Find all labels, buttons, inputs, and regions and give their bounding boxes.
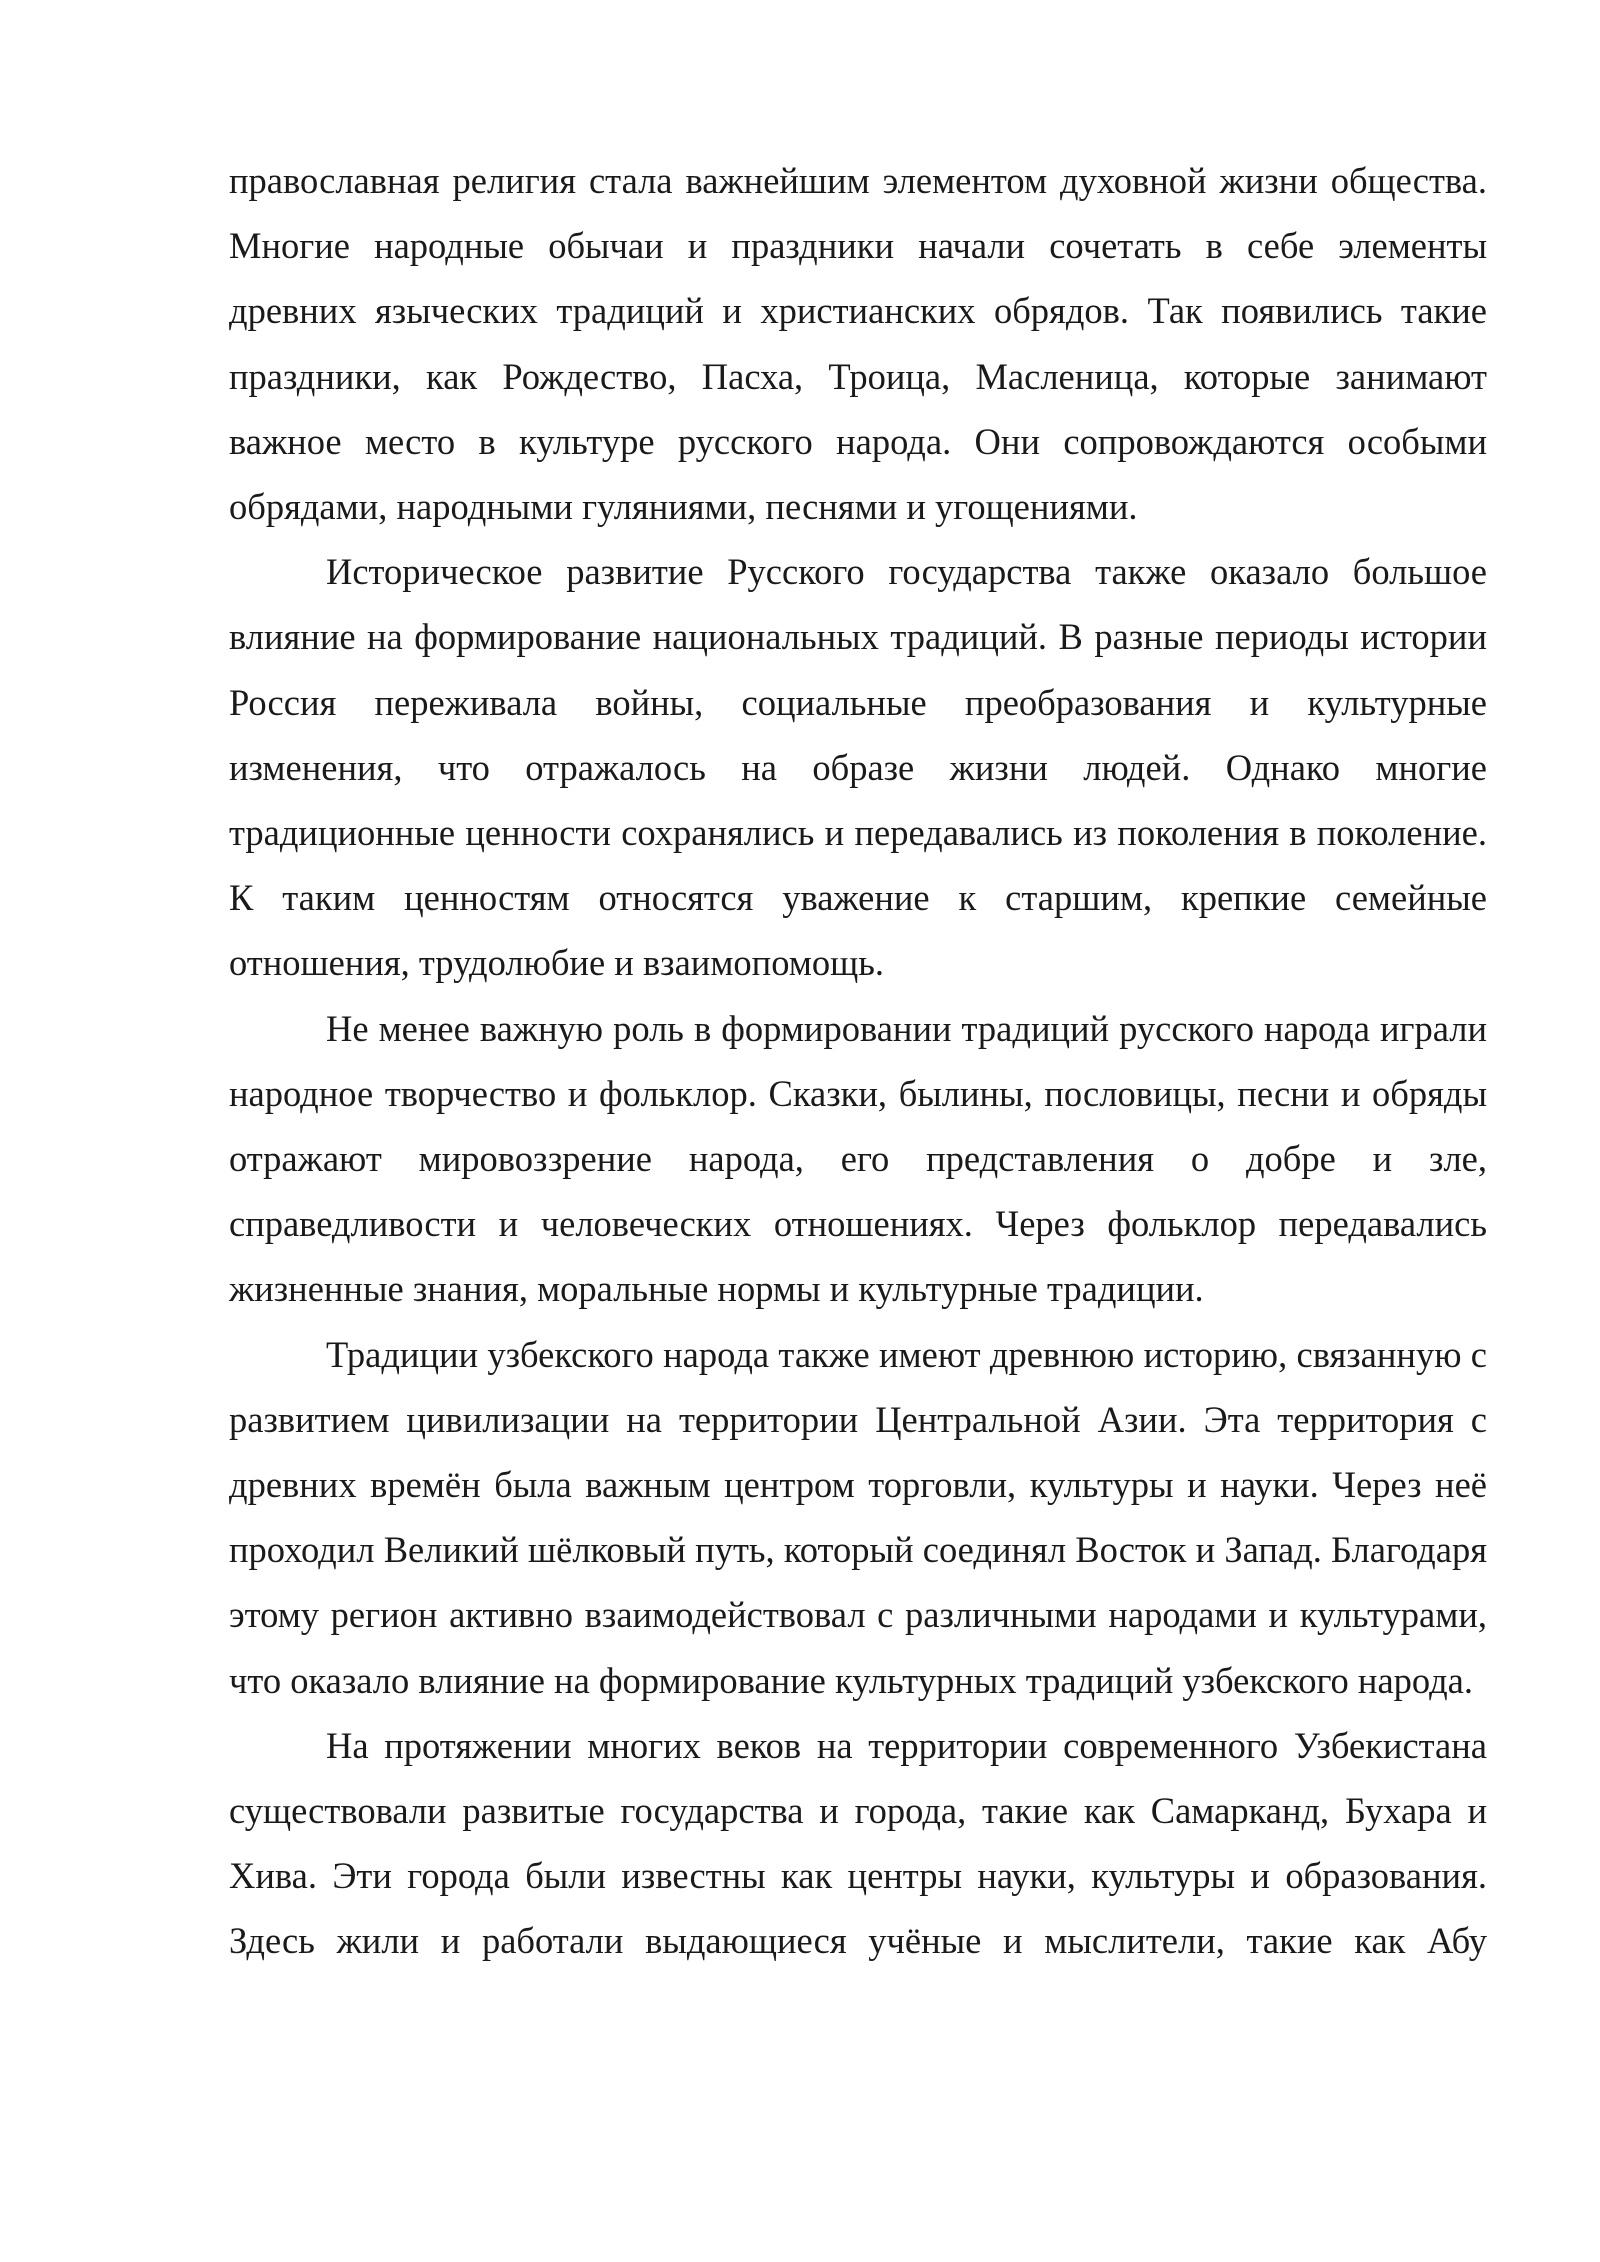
- paragraph-2: Историческое развитие Русского государства также оказало большое влияние на формирование национальных традиций. В разные периоды истории Россия переживала войны, социальные преобразования и культурные изменения, что отражалось на образе жизни людей. Однако многие традиционные ценности сохранялись и передавались из поколения в поколение. К таким ценностям относятся уважение к старшим, крепкие семейные отношения, трудолюбие и взаимопомощь.: [229, 551, 1487, 984]
- paragraph-1: православная религия стала важнейшим элементом духовной жизни общества. Многие народные обычаи и праздники начали сочетать в себе элементы древних языческих традиций и христианских обрядов. Так появились такие праздники, как Рождество, Пасха, Троица, Масленица, которые занимают важное место в культуре русского народа. Они сопровождаются особыми обрядами, народными гуляниями, песнями и угощениями.: [229, 160, 1487, 528]
- paragraph-5: На протяжении многих веков на территории современного Узбекистана существовали развитые государства и города, такие как Самарканд, Бухара и Хива. Эти города были известны как центры науки, культуры и образования. Здесь жили и работали выдающиеся учёные и мыслители, такие как Абу: [229, 1724, 1487, 1962]
- paragraph-4: Традиции узбекского народа также имеют древнюю историю, связанную с развитием цивилизации на территории Центральной Азии. Эта территория с древних времён была важным центром торговли, культуры и науки. Через неё проходил Великий шёлковый путь, который соединял Восток и Запад. Благодаря этому регион активно взаимодействовал с различными народами и культурами, что оказало влияние на формирование культурных традиций узбекского народа.: [229, 1333, 1487, 1701]
- paragraph-3: Не менее важную роль в формировании традиций русского народа играли народное творчество и фольклор. Сказки, былины, пословицы, песни и обряды отражают мировоззрение народа, его представления о добре и зле, справедливости и человеческих отношениях. Через фольклор передавались жизненные знания, моральные нормы и культурные традиции.: [229, 1007, 1487, 1310]
- document-body: [229, 148, 1487, 1974]
